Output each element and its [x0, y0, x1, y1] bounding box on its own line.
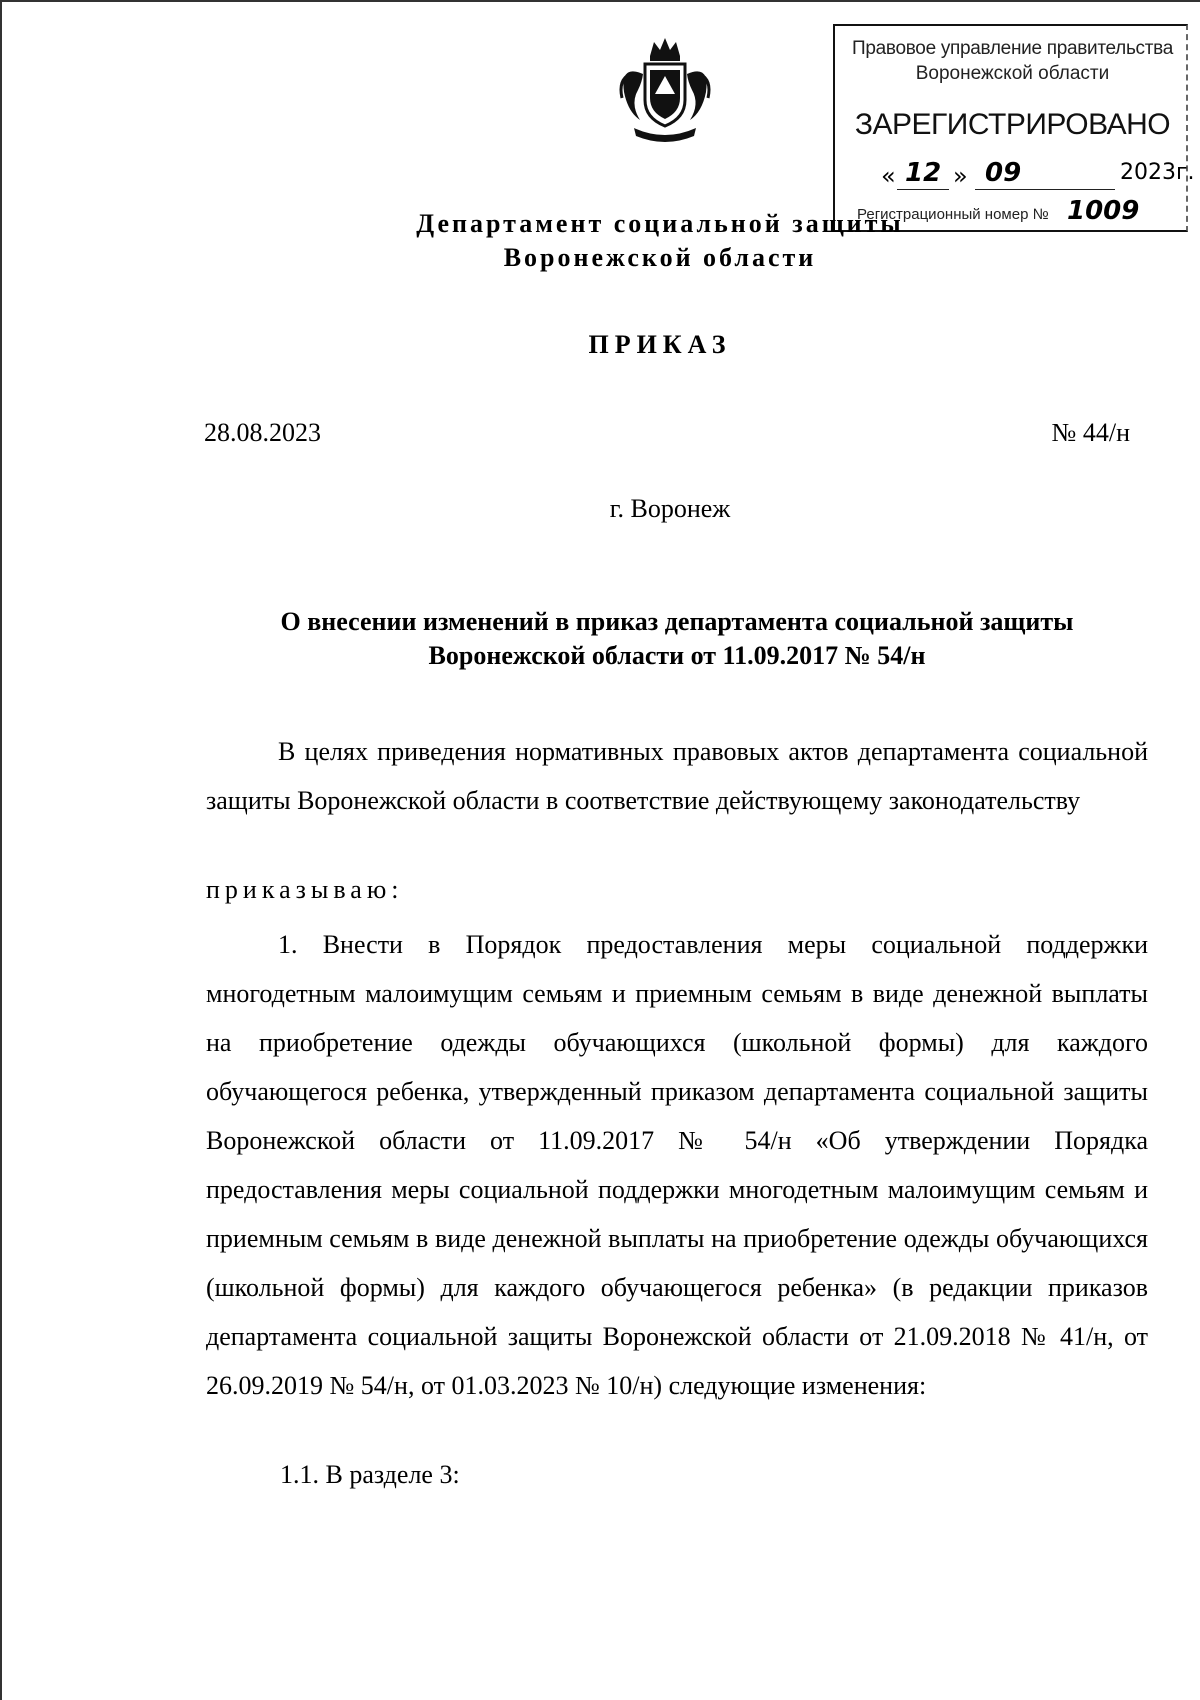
- page-edge-top: [0, 0, 1200, 2]
- stamp-reg-label: Регистрационный номер №: [857, 206, 1049, 223]
- stamp-date: « 12 » 09 2023г.: [881, 158, 1195, 190]
- stamp-authority-line1: Правовое управление правительства: [851, 38, 1173, 59]
- item-1-paragraph: 1. Внести в Порядок предоставления меры социальной поддержки многодетным малоимущим семьям и приемным семьям в виде денежной выплаты на приобретение одежды обучающихся (школьной формы) для каждого обучающегося ребенка, утвержденный приказом департамента социальной защиты Воронежской области от 11.09.2017 № 54/н «Об утверждении Порядка предоставления меры социальной поддержки многодетным малоимущим семьям и приемным семьям в виде денежной выплаты на приобретение одежды обучающихся (школьной формы) для каждого обучающегося ребенка» (в редакции приказов департамента социальной защиты Воронежской области от 21.09.2018 № 41/н, от 26.09.2019 № 54/н, от 01.03.2023 № 10/н) следующие изменения:: [206, 930, 1148, 1400]
- city: г. Воронеж: [609, 494, 731, 523]
- coat-of-arms-icon: [610, 34, 720, 146]
- item-1-1-heading: 1.1. В разделе 3:: [280, 1460, 460, 1489]
- document-type: ПРИКАЗ: [588, 330, 732, 359]
- decree-word: приказываю:: [206, 875, 404, 904]
- department-line2: Воронежской области: [503, 243, 817, 272]
- stamp-reg-number: 1009: [1067, 196, 1140, 226]
- order-number: № 44/н: [1051, 418, 1130, 447]
- document-title: [204, 605, 1150, 673]
- stamp-day: 12: [905, 158, 942, 188]
- department-title: [380, 207, 940, 275]
- stamp-authority-line2: Воронежской области: [915, 63, 1110, 84]
- stamp-registered-label: ЗАРЕГИСТРИРОВАНО: [854, 108, 1171, 141]
- registration-stamp: [833, 24, 1195, 232]
- stamp-month: 09: [985, 158, 1022, 188]
- document-title-line1: О внесении изменений в приказ департамента социальной защиты: [280, 607, 1074, 636]
- order-date: 28.08.2023: [204, 418, 321, 447]
- intro-paragraph: В целях приведения нормативных правовых актов департамента социальной защиты Воронежской области в соответствие действующему законодательству: [206, 737, 1148, 815]
- department-line1: Департамент социальной защиты: [416, 209, 904, 238]
- page-edge-left: [0, 0, 2, 1700]
- stamp-year: 2023г.: [1120, 160, 1195, 185]
- document-title-line2: Воронежской области от 11.09.2017 № 54/н: [428, 641, 926, 670]
